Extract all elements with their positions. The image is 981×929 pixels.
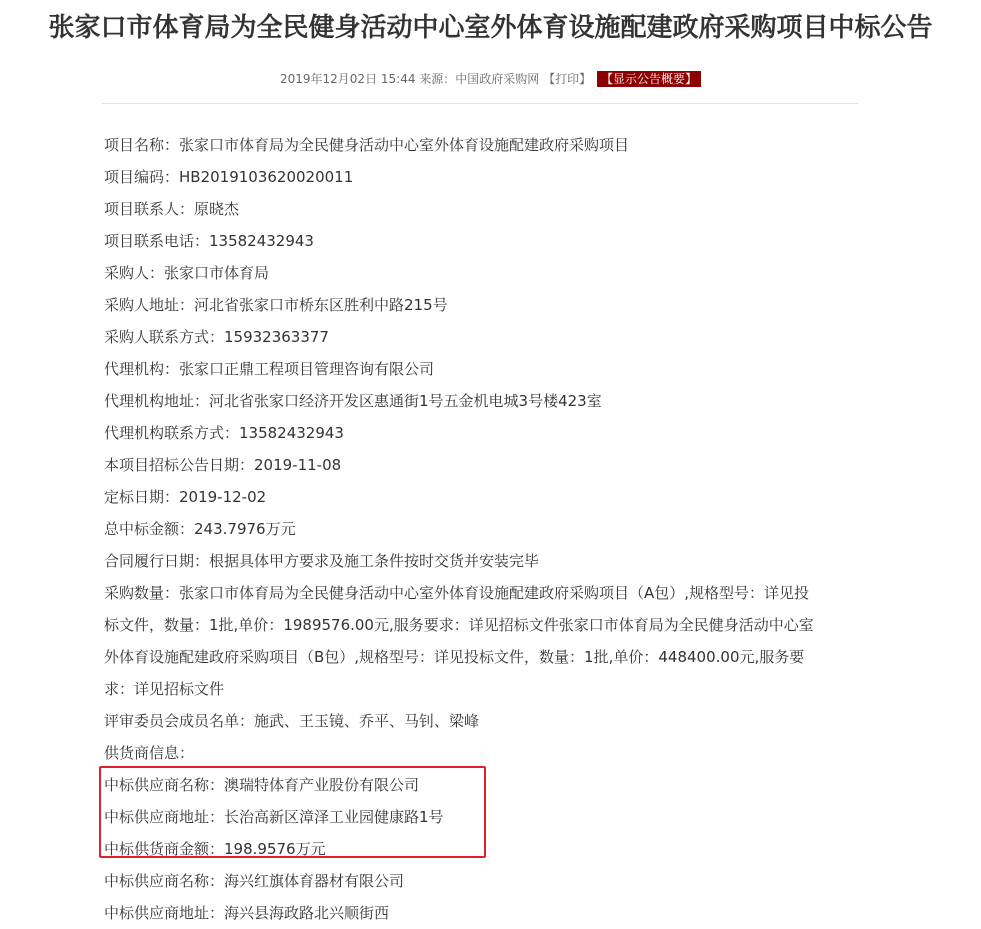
purchase-quantity-line-3: 外体育设施配建政府采购项目（B包）,规格型号：详见投标文件，数量：1批,单价：448400.00元,服务要 [104, 648, 805, 666]
supplier-1-amount: 中标供货商金额：198.9576万元 [104, 840, 326, 858]
field-award-date: 定标日期：2019-12-02 [104, 488, 267, 506]
field-project-phone: 项目联系电话：13582432943 [104, 232, 314, 250]
source-label: 来源：中国政府采购网 [419, 72, 540, 86]
title-divider [102, 103, 858, 104]
article-meta [0, 70, 981, 88]
field-purchaser-contact: 采购人联系方式：15932363377 [104, 328, 329, 346]
supplier-info-label: 供货商信息： [104, 744, 195, 762]
field-purchaser-address: 采购人地址：河北省张家口市桥东区胜利中路215号 [104, 296, 448, 314]
field-review-committee: 评审委员会成员名单：施武、王玉镜、乔平、马钊、梁峰 [104, 712, 480, 730]
field-project-contact: 项目联系人：原晓杰 [104, 200, 240, 218]
supplier-2-address: 中标供应商地址：海兴县海政路北兴顺街西 [104, 904, 390, 922]
print-link[interactable]: 【打印】 [543, 72, 592, 86]
field-agency-address: 代理机构地址：河北省张家口经济开发区惠通街1号五金机电城3号楼423室 [104, 392, 602, 410]
field-tender-date: 本项目招标公告日期：2019-11-08 [104, 456, 342, 474]
page-title: 张家口市体育局为全民健身活动中心室外体育设施配建政府采购项目中标公告 [48, 13, 933, 43]
purchase-quantity-line-1: 采购数量：张家口市体育局为全民健身活动中心室外体育设施配建政府采购项目（A包）,规格型号：详见投 [104, 584, 810, 602]
field-project-name: 项目名称：张家口市体育局为全民健身活动中心室外体育设施配建政府采购项目 [104, 136, 630, 154]
notice-body [104, 129, 864, 929]
field-agency-contact: 代理机构联系方式：13582432943 [104, 424, 344, 442]
field-project-code: 项目编码：HB2019103620020011 [104, 168, 354, 186]
purchase-quantity-line-4: 求：详见招标文件 [104, 680, 225, 698]
purchase-quantity-line-2: 标文件，数量：1批,单价：1989576.00元,服务要求：详见招标文件张家口市体育局为全民健身活动中心室 [104, 616, 814, 634]
supplier-2-name: 中标供应商名称：海兴红旗体育器材有限公司 [104, 872, 405, 890]
field-purchaser: 采购人：张家口市体育局 [104, 264, 270, 282]
show-summary-button[interactable]: 【显示公告概要】 [597, 71, 701, 87]
field-contract-period: 合同履行日期：根据具体甲方要求及施工条件按时交货并安装完毕 [104, 552, 540, 570]
field-total-amount: 总中标金额：243.7976万元 [104, 520, 296, 538]
supplier-1-address: 中标供应商地址：长治高新区漳泽工业园健康路1号 [104, 808, 444, 826]
field-agency: 代理机构：张家口正鼎工程项目管理咨询有限公司 [104, 360, 435, 378]
supplier-1-name: 中标供应商名称：澳瑞特体育产业股份有限公司 [104, 776, 420, 794]
publish-date: 2019年12月02日 15:44 [279, 72, 416, 86]
